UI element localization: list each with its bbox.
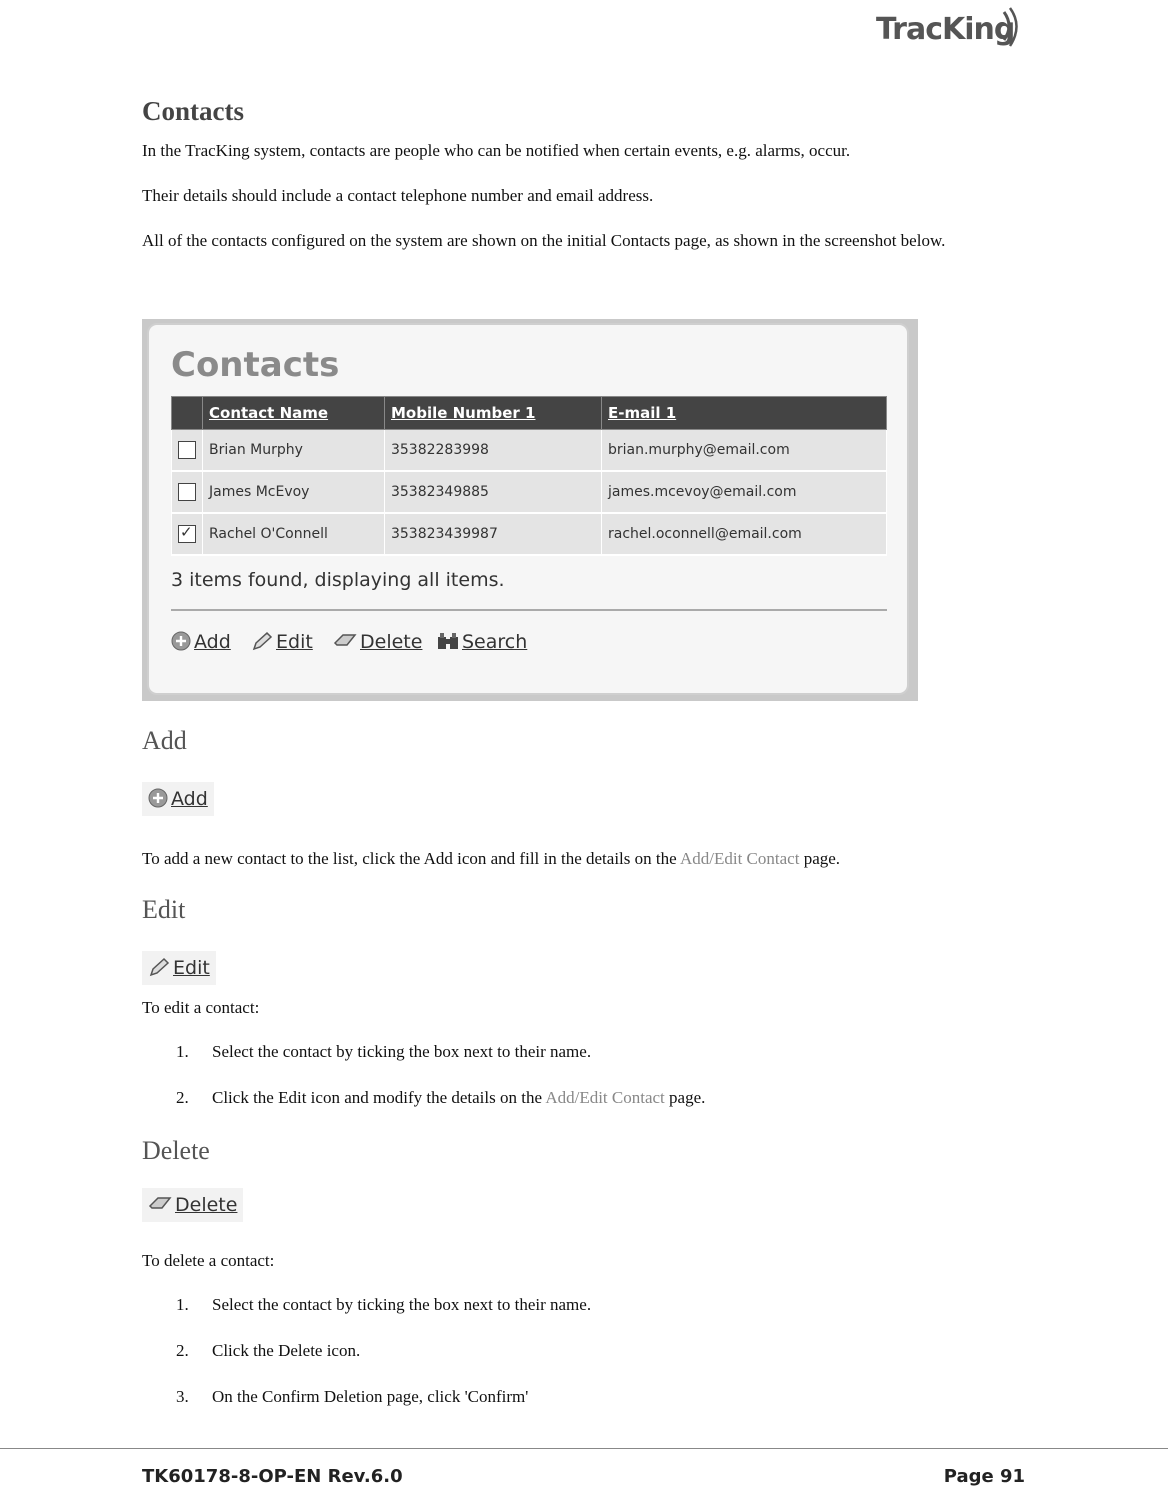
row-checkbox[interactable] xyxy=(178,441,196,459)
contact-name-header[interactable]: Contact Name xyxy=(203,397,385,430)
page-title: Contacts xyxy=(142,96,244,126)
add-button[interactable] xyxy=(171,631,231,653)
table-header-row xyxy=(172,397,887,430)
eraser-icon xyxy=(148,1194,172,1214)
email-cell: james.mcevoy@email.com xyxy=(602,471,887,513)
add-circle-icon xyxy=(148,788,168,808)
footer-document-id: TK60178-8-OP-EN Rev.6.0 xyxy=(142,1466,403,1487)
add-text-end: page. xyxy=(799,849,841,868)
delete-button[interactable] xyxy=(333,631,422,653)
email-cell: rachel.oconnell@email.com xyxy=(602,513,887,555)
add-text: To add a new contact to the list, click the Add icon and fill in the details on the xyxy=(142,849,680,868)
mobile-number-header[interactable]: Mobile Number 1 xyxy=(384,397,601,430)
edit-heading: Edit xyxy=(142,895,186,924)
mobile-cell: 35382349885 xyxy=(384,471,601,513)
intro-paragraph-2: Their details should include a contact telephone number and email address. xyxy=(142,186,654,205)
add-heading: Add xyxy=(142,726,187,755)
search-button[interactable] xyxy=(437,631,527,653)
edit-label: Edit xyxy=(276,631,313,653)
contact-name-cell: Rachel O'Connell xyxy=(203,513,385,555)
add-description xyxy=(142,847,1024,870)
binoculars-icon xyxy=(437,631,459,651)
add-edit-contact-link[interactable]: Add/Edit Contact xyxy=(679,849,800,868)
tracking-logo xyxy=(876,6,1026,52)
edit-intro: To edit a contact: xyxy=(142,998,260,1017)
mobile-cell: 353823439987 xyxy=(384,513,601,555)
edit-button-image xyxy=(142,951,216,985)
delete-button-image xyxy=(142,1188,243,1222)
logo-text: TracKing xyxy=(876,12,1015,47)
add-button-image-label: Add xyxy=(171,788,208,810)
delete-step-1: 1. Select the contact by ticking the box next to their name. xyxy=(176,1295,592,1314)
edit-step-2: 2. Click the Edit icon and modify the details on the Add/Edit Contact page. xyxy=(176,1088,706,1107)
delete-intro: To delete a contact: xyxy=(142,1251,275,1270)
contact-name-cell: James McEvoy xyxy=(203,471,385,513)
divider xyxy=(171,609,887,611)
contacts-table xyxy=(171,396,887,556)
eraser-icon xyxy=(333,631,357,651)
delete-step-3: 3. On the Confirm Deletion page, click 'Confirm' xyxy=(176,1387,529,1406)
intro-paragraph-1: In the TracKing system, contacts are people who can be notified when certain events, e.g. alarms, occur. xyxy=(142,141,851,160)
items-found-text: 3 items found, displaying all items. xyxy=(171,569,505,591)
table-row xyxy=(172,430,887,472)
add-edit-contact-link[interactable]: Add/Edit Contact xyxy=(545,1088,665,1107)
row-checkbox-checked[interactable] xyxy=(178,525,196,543)
footer-page-number: Page 91 xyxy=(943,1466,1025,1487)
intro-paragraph-3: All of the contacts configured on the system are shown on the initial Contacts page, as shown in the screenshot below. xyxy=(142,231,946,250)
edit-button[interactable] xyxy=(251,631,313,653)
email-header[interactable]: E-mail 1 xyxy=(602,397,887,430)
row-checkbox[interactable] xyxy=(178,483,196,501)
contacts-panel xyxy=(147,323,909,695)
add-button-image xyxy=(142,782,214,816)
edit-step-1: 1. Select the contact by ticking the box next to their name. xyxy=(176,1042,592,1061)
signal-arcs-icon xyxy=(996,6,1026,52)
panel-title: Contacts xyxy=(171,345,340,385)
delete-heading: Delete xyxy=(142,1136,210,1165)
delete-button-image-label: Delete xyxy=(175,1194,238,1216)
add-circle-icon xyxy=(171,631,191,651)
pencil-icon xyxy=(148,957,170,977)
footer-divider xyxy=(0,1448,1168,1449)
delete-label: Delete xyxy=(360,631,423,653)
pencil-icon xyxy=(251,631,273,651)
contact-name-cell: Brian Murphy xyxy=(203,430,385,472)
mobile-cell: 35382283998 xyxy=(384,430,601,472)
delete-step-2: 2. Click the Delete icon. xyxy=(176,1341,361,1360)
edit-button-image-label: Edit xyxy=(173,957,210,979)
search-label: Search xyxy=(462,631,528,653)
table-row xyxy=(172,471,887,513)
email-cell: brian.murphy@email.com xyxy=(602,430,887,472)
select-column-header xyxy=(172,397,203,430)
add-label: Add xyxy=(194,631,231,653)
table-row xyxy=(172,513,887,555)
contacts-screenshot xyxy=(142,319,918,701)
